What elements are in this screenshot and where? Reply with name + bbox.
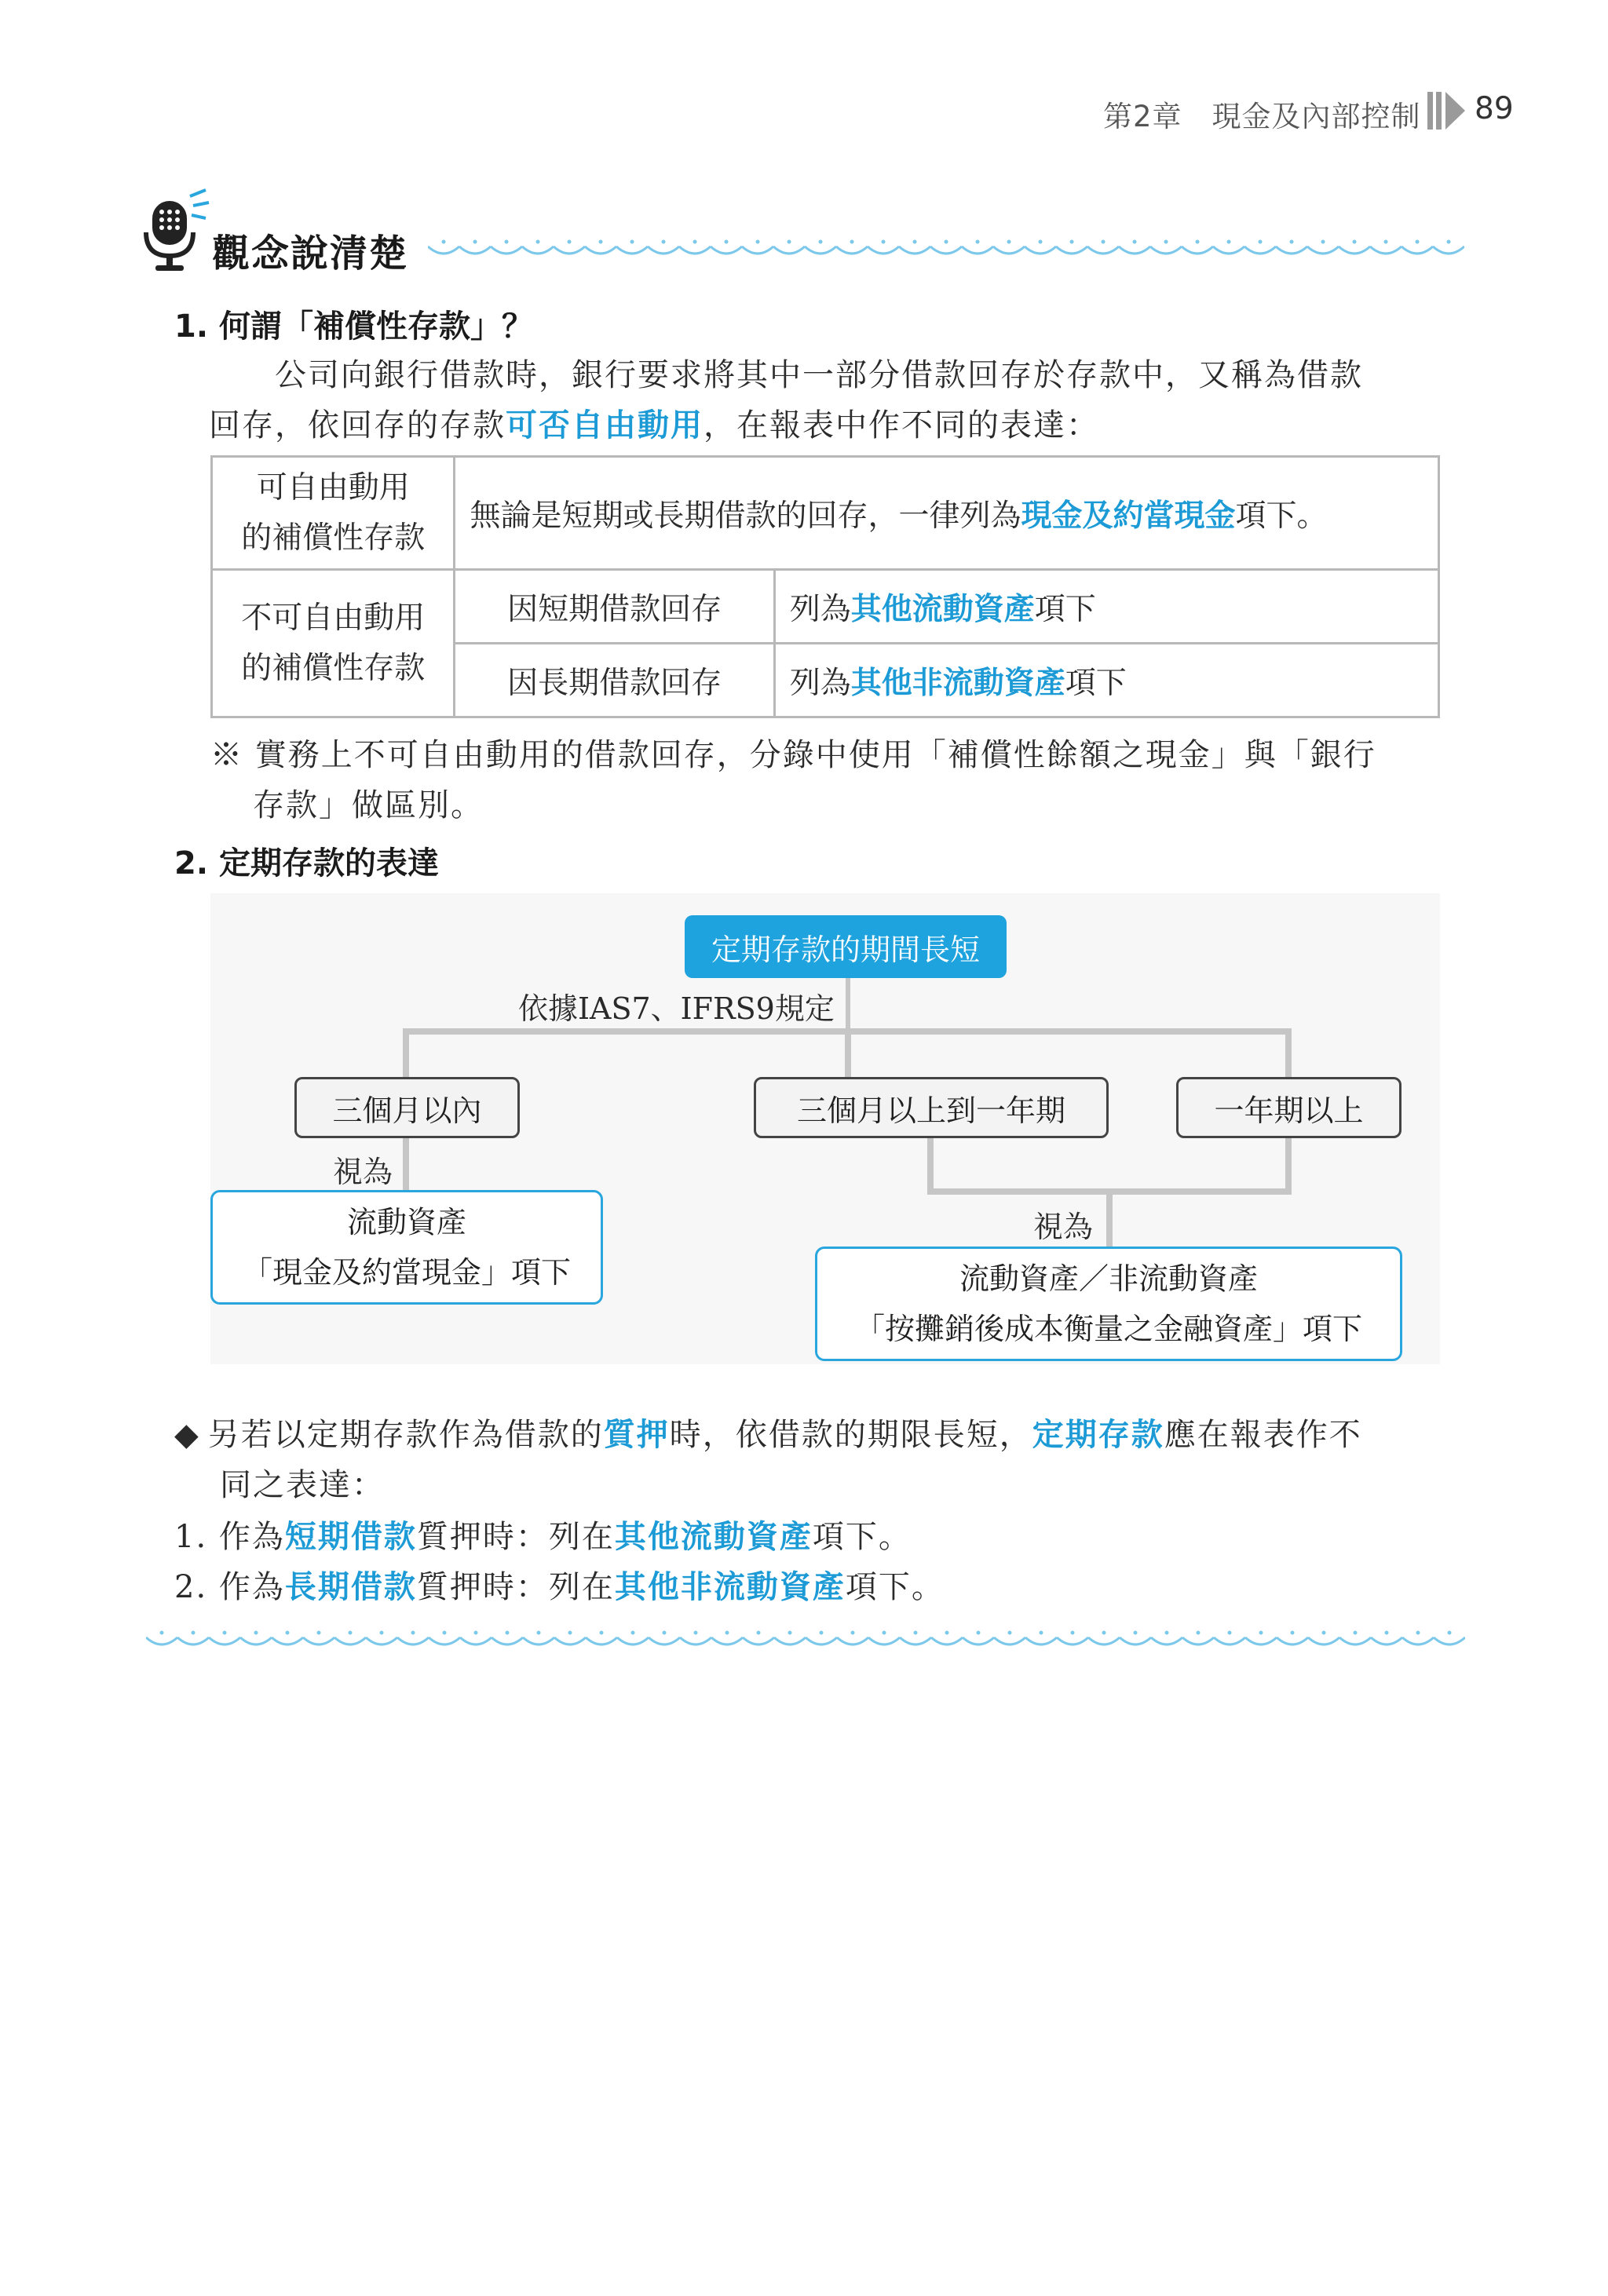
table-cell-row1-label <box>212 457 455 570</box>
table-cell-row2-label <box>212 570 455 717</box>
connector-line <box>846 978 850 1031</box>
highlight-text: 其他流動資產 <box>614 1518 813 1555</box>
label-line: 可自由動用 <box>256 469 410 506</box>
microphone-icon <box>141 188 212 275</box>
connector-line <box>1106 1188 1113 1248</box>
diamond-bullet-icon: ◆ <box>174 1417 200 1453</box>
label-line: 不可自由動用 <box>241 600 426 636</box>
result-line: 流動資產／非流動資產 <box>959 1261 1258 1296</box>
connector-line <box>1285 1028 1292 1080</box>
note-line-1: ※ 實務上不可自由動用的借款回存，分錄中使用「補償性餘額之現金」與「銀行 <box>210 737 1376 773</box>
connector-line <box>927 1138 934 1195</box>
note-line-2: 存款」做區別。 <box>253 787 484 823</box>
page-number: 89 <box>1475 91 1514 126</box>
table-cell-row1-text <box>455 457 1439 570</box>
flow-root-box: 定期存款的期間長短 <box>685 915 1007 978</box>
paragraph-text: 2. 作為 <box>174 1569 285 1605</box>
paragraph-text: 應在報表作不 <box>1164 1417 1362 1453</box>
result-line: 「現金及約當現金」項下 <box>242 1255 571 1290</box>
flow-result-box <box>815 1247 1402 1361</box>
cell-text: 項下 <box>1065 665 1127 701</box>
cell-text: 列為 <box>789 665 851 701</box>
highlight-text: 現金及約當現金 <box>1021 497 1236 534</box>
cell-text: 列為 <box>789 591 851 627</box>
paragraph-text: 質押時：列在 <box>416 1569 615 1605</box>
question-2-heading: 2. 定期存款的表達 <box>174 845 439 882</box>
table-cell-long-term-result <box>774 644 1438 717</box>
section-title: 觀念說清楚 <box>212 232 409 276</box>
table-cell-short-term-loan: 因短期借款回存 <box>455 570 774 644</box>
highlight-text: 其他非流動資產 <box>850 664 1065 701</box>
result-line: 「按攤銷後成本衡量之金融資產」項下 <box>854 1312 1362 1346</box>
pledge-line-1 <box>174 1410 1362 1460</box>
highlight-text: 質押 <box>603 1416 670 1453</box>
paragraph-text: 1. 作為 <box>174 1519 285 1555</box>
result-line: 流動資產 <box>346 1205 466 1239</box>
question-1-heading: 1. 何謂「補償性存款」？ <box>174 308 533 345</box>
label-line: 的補償性存款 <box>241 520 426 556</box>
paragraph-text: 時，依借款的期限長短， <box>669 1417 1032 1453</box>
chapter-title: 第2章 現金及內部控制 <box>1103 100 1421 133</box>
question-1-paragraph-line-2 <box>209 400 1099 451</box>
flow-branch-box: 三個月以內 <box>294 1077 520 1138</box>
highlight-text: 可否自由動用 <box>506 407 704 444</box>
highlight-text: 其他流動資產 <box>850 590 1035 627</box>
paragraph-text: 另若以定期存款作為借款的 <box>207 1417 604 1453</box>
compensating-balance-table <box>210 455 1440 718</box>
paragraph-text: 項下。 <box>845 1569 945 1605</box>
flow-branch-box: 一年期以上 <box>1176 1077 1402 1138</box>
connector-line <box>845 1028 851 1080</box>
connector-line <box>403 1138 409 1190</box>
highlight-text: 定期存款 <box>1032 1416 1164 1453</box>
decorative-wave-bottom <box>146 1626 1465 1653</box>
connector-line <box>403 1028 409 1080</box>
table-cell-long-term-loan: 因長期借款回存 <box>455 644 774 717</box>
flow-regard-label: 視為 <box>1033 1210 1094 1244</box>
pledge-item-2 <box>174 1562 945 1612</box>
highlight-text: 短期借款 <box>284 1518 417 1555</box>
cell-text: 項下 <box>1034 591 1096 627</box>
pledge-item-1 <box>174 1512 912 1562</box>
flow-result-box <box>210 1190 603 1305</box>
chapter-marker-icon <box>1427 90 1468 131</box>
flow-branch-box: 三個月以上到一年期 <box>754 1077 1109 1138</box>
paragraph-text: ，在報表中作不同的表達： <box>704 407 1099 444</box>
decorative-wave-top <box>428 235 1464 262</box>
highlight-text: 其他非流動資產 <box>614 1568 846 1605</box>
flow-regard-label: 視為 <box>333 1155 393 1189</box>
highlight-text: 長期借款 <box>284 1568 417 1605</box>
table-cell-short-term-result <box>774 570 1438 644</box>
flow-basis-label: 依據IAS7、IFRS9規定 <box>518 991 835 1026</box>
cell-text: 項下。 <box>1235 498 1328 534</box>
label-line: 的補償性存款 <box>241 650 426 686</box>
paragraph-text: 回存，依回存的存款 <box>209 407 506 444</box>
connector-line <box>1285 1138 1292 1195</box>
pledge-line-2: 同之表達： <box>220 1467 385 1503</box>
paragraph-text: 質押時：列在 <box>416 1519 615 1555</box>
paragraph-text: 項下。 <box>812 1519 912 1555</box>
question-1-paragraph-line-1: 公司向銀行借款時，銀行要求將其中一部分借款回存於存款中，又稱為借款 <box>275 357 1363 393</box>
cell-text: 無論是短期或長期借款的回存，一律列為 <box>470 498 1021 534</box>
